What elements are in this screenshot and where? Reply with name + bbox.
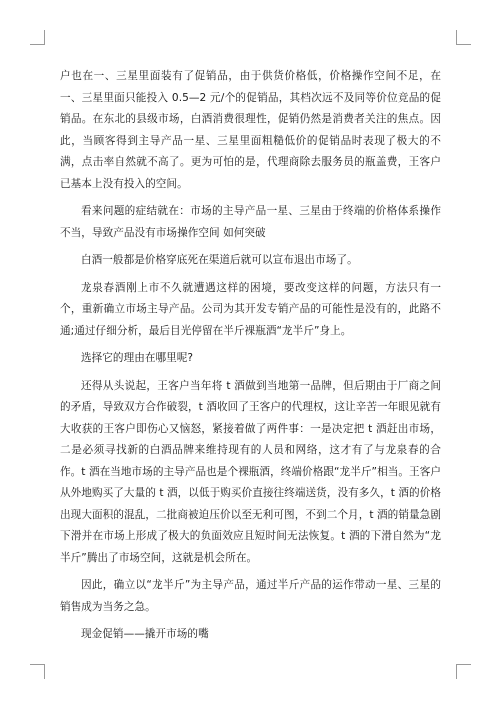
paragraph-problem-crux: 看来问题的症结就在：市场的主导产品一星、三星由于终端的价格体系操作不当，导致产品没有市场操作空间 如何突破 <box>60 205 441 239</box>
section-heading: 现金促销——撬开市场的嘴 <box>81 628 209 640</box>
paragraph-new-lead-product: 龙泉春酒刚上市不久就遭遇这样的困境，要改变这样的问题，方法只有一个，重新确立市场主导产品。公司为其开发专销产品的可能性是没有的，此路不通;通过仔细分析，最后目光停留在半斤裸瓶酒“龙半斤”身上。 <box>60 281 441 337</box>
paragraph-price-warning: 白酒一般都是价格穿底死在渠道后就可以宣布退出市场了。 <box>81 254 358 266</box>
paragraph-conclusion: 因此，确立以“龙半斤”为主导产品，通过半斤产品的运作带动一星、三星的销售成为当务之急。 <box>60 579 441 613</box>
document-body <box>60 66 441 652</box>
paragraph-continued: 户也在一、三星里面装有了促销品，由于供货价格低，价格操作空间不足，在一、三星里面只能投入 0.5—2 元/个的促销品，其档次远不及同等价位竞品的促销品。在东北的县级市场，白酒消费很理性，促销仍然是消费者关注的焦点。因此，当顾客得到主导产品一星、三星里面粗糙低价的促销品时表现了极大的不满，点击率自然就不高了。更为可怕的是，代理商除去服务员的瓶盖费，王客户已基本上没有投入的空间。 <box>60 70 441 190</box>
crop-mark-top-left <box>30 30 45 45</box>
paragraph-question: 选择它的理由在哪里呢? <box>81 352 194 364</box>
paragraph-background-story: 还得从头说起，王客户当年将 t 酒做到当地第一品牌，但后期由于厂商之间的矛盾，导致双方合作破裂，t 酒收回了王客户的代理权，这让辛苦一年眼见就有大收获的王客户即伤心又恼怒，紧接着做了两件事：一是决定把 t 酒赶出市场，二是必须寻找新的白酒品牌来维持现有的人员和网络，这才有了与龙泉春的合作。t 酒在当地市场的主导产品也是个裸瓶酒，终端价格跟“龙半斤”相当。王客户从外地购买了大量的 t 酒，以低于购买价直接往终端送货，没有多久，t 酒的价格出现大面积的混乱，二批商被迫压价以至无利可图，不到二个月，t 酒的销量急剧下滑并在市场上形成了极大的负面效应且短时间无法恢复。t 酒的下滑自然为“龙半斤”腾出了市场空间，这就是机会所在。 <box>60 379 441 564</box>
crop-mark-bottom-right <box>456 664 471 679</box>
crop-mark-bottom-left <box>30 664 45 679</box>
crop-mark-top-right <box>456 30 471 45</box>
